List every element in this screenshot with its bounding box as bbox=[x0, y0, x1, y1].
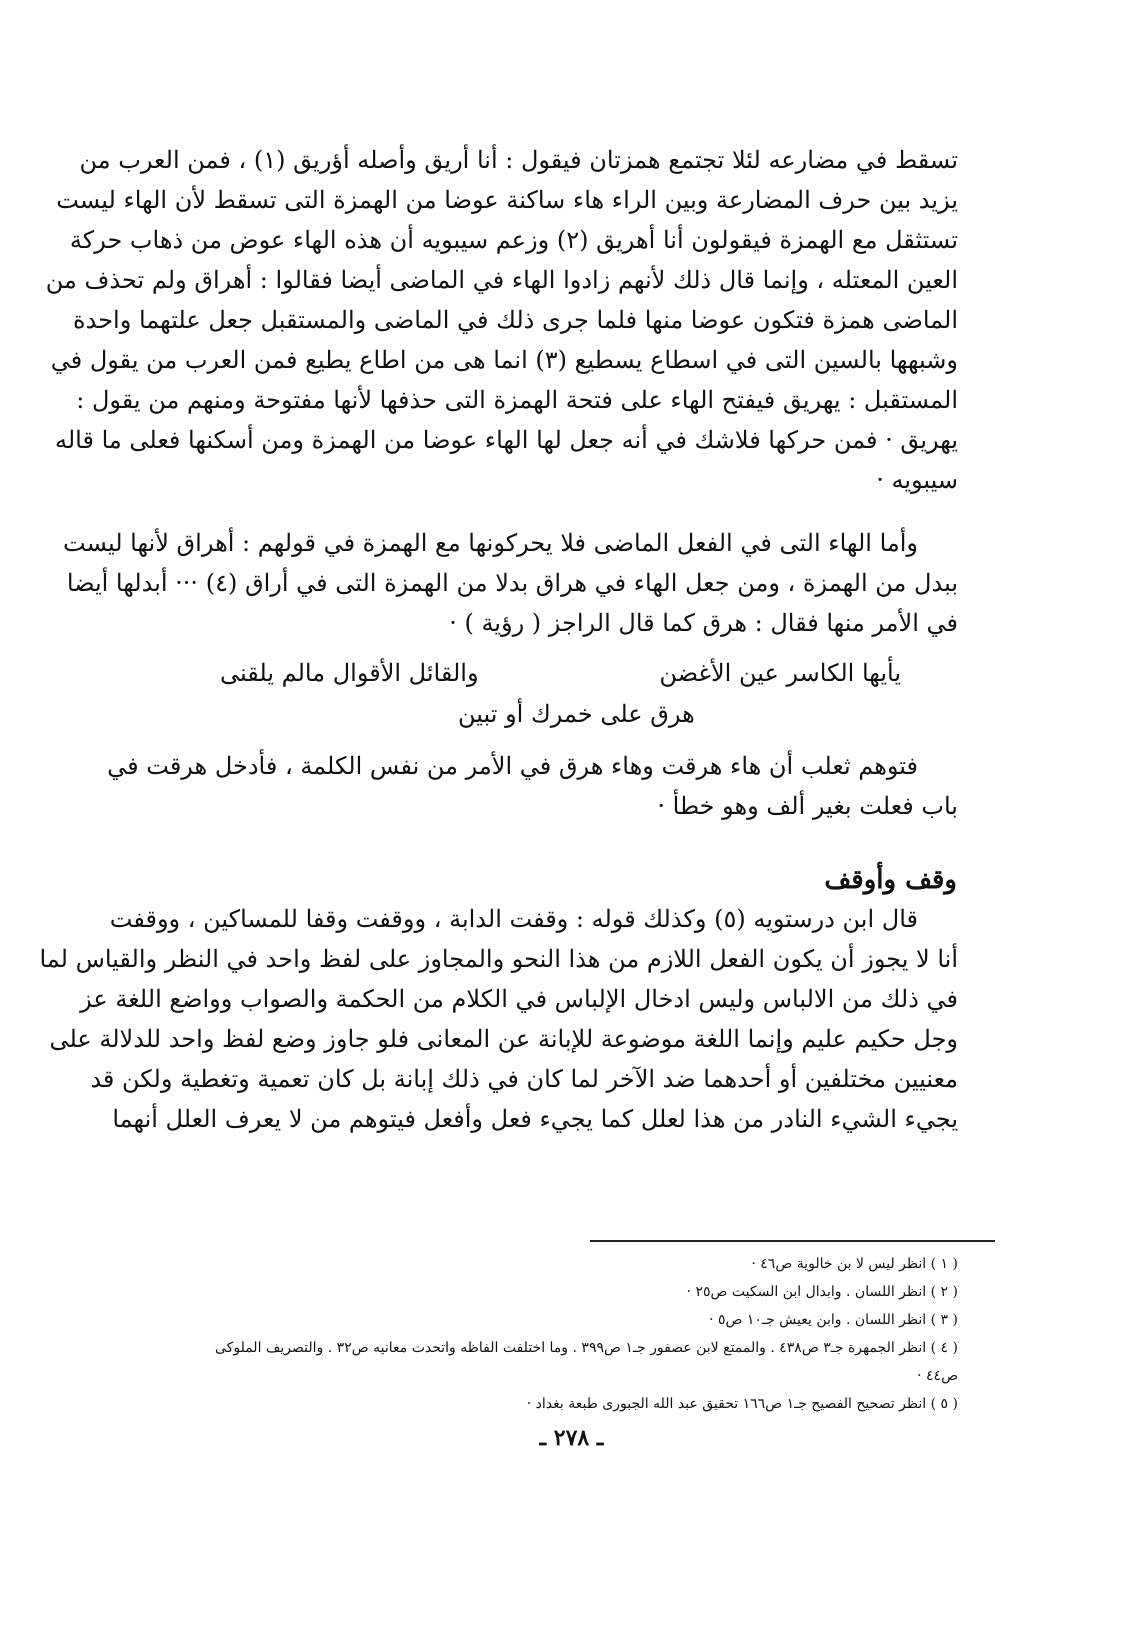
footnote-2: ( ٢ ) انظر اللسان . وابدال ابن السكيت ص٢٥ · bbox=[686, 1284, 958, 1300]
text-line: تستثقل مع الهمزة فيقولون أنا أهريق (٢) وزعم سيبويه أن هذه الهاء عوض من ذهاب حركة bbox=[69, 226, 958, 254]
footnotes bbox=[150, 1250, 958, 1418]
text-line: تسقط في مضارعه لئلا تجتمع همزتان فيقول : أنا أريق وأصله أؤريق (١) ، فمن العرب من bbox=[79, 146, 958, 174]
footnote-4: ( ٤ ) انظر الجمهرة جـ٣ ص٤٣٨ . والممتع لابن عصفور جـ١ ص٣٩٩ . وما اختلفت الفاظه واتحدت معانيه ص٣٢ . والتصريف الملوكى bbox=[215, 1340, 958, 1356]
text-line: وأما الهاء التى في الفعل الماضى فلا يحركونها مع الهمزة في قولهم : أهراق لأنها ليست bbox=[63, 529, 918, 557]
paragraph-4 bbox=[39, 899, 958, 1139]
text-line: وشبهها بالسين التى في اسطاع يسطيع (٣) انما هى من اطاع يطيع فمن العرب من يقول في bbox=[50, 346, 958, 374]
text-line: العين المعتله ، وإنما قال ذلك لأنهم زادوا الهاء في الماضى أيضا فقالوا : أهراق ولم تحذف من bbox=[45, 266, 958, 294]
text-line: سيبويه · bbox=[876, 466, 958, 494]
text-line: في ذلك من الالباس وليس ادخال الإلباس في الكلام من الحكمة والصواب وواضع اللغة عز bbox=[80, 985, 958, 1013]
paragraph-3 bbox=[107, 746, 958, 826]
text-line: الماضى همزة فتكون عوضا منها فلما جرى ذلك في الماضى والمستقبل جعل علتهما واحدة bbox=[73, 306, 958, 334]
text-line: يجيء الشيء النادر من هذا لعلل كما يجيء فعل وأفعل فيتوهم من لا يعرف العلل أنهما bbox=[112, 1105, 958, 1133]
text-line: المستقبل : يهريق فيفتح الهاء على فتحة الهمزة التى حذفها لأنها مفتوحة ومنهم من يقول : bbox=[76, 386, 958, 414]
text-line: في الأمر منها فقال : هرق كما قال الراجز ( رؤية ) · bbox=[449, 609, 958, 637]
text-line: فتوهم ثعلب أن هاء هرقت وهاء هرق في الأمر من نفس الكلمة ، فأدخل هرقت في bbox=[107, 752, 918, 780]
text-line: يزيد بين حرف المضارعة وبين الراء هاء ساكنة عوضا من الهمزة التى تسقط لأن الهاء ليست bbox=[56, 186, 958, 214]
verse-hemistich-right: يأيها الكاسر عين الأغضن bbox=[659, 659, 901, 687]
verse-hemistich-left: والقائل الأقوال مالم يلقنى bbox=[220, 659, 479, 687]
text-line: أنا لا يجوز أن يكون الفعل اللازم من هذا النحو والمجاوز على لفظ واحد في النظر والقياس لما bbox=[39, 945, 958, 973]
footnote-4-continued: ص٤٤ · bbox=[917, 1368, 958, 1384]
text-line: وجل حكيم عليم وإنما اللغة موضوعة للإبانة عن المعانى فلو جاوز وضع لفظ واحد للدلالة على bbox=[49, 1025, 958, 1053]
text-line: قال ابن درستويه (٥) وكذلك قوله : وقفت الدابة ، ووقفت وقفا للمساكين ، ووقفت bbox=[109, 905, 918, 933]
text-line: باب فعلت بغير ألف وهو خطأ · bbox=[657, 792, 958, 820]
text-line: ببدل من الهمزة ، ومن جعل الهاء في هراق بدلا من الهمزة التى في أراق (٤) ··· أبدلها أيضا bbox=[66, 569, 958, 597]
footnote-3: ( ٣ ) انظر اللسان . وابن يعيش جـ١٠ ص٥ · bbox=[709, 1312, 958, 1328]
text-line: يهريق · فمن حركها فلاشك في أنه جعل لها الهاء عوضا من الهمزة ومن أسكنها فعلى ما قاله bbox=[55, 426, 958, 454]
footnote-1: ( ١ ) انظر ليس لا بن خالوية ص٤٦ · bbox=[751, 1256, 958, 1272]
page-number: ـ ٢٧٨ ـ bbox=[539, 1425, 604, 1451]
footnote-separator bbox=[590, 1240, 995, 1242]
paragraph-1 bbox=[45, 140, 958, 500]
section-heading: وقف وأوقف bbox=[824, 865, 957, 895]
paragraph-2 bbox=[63, 523, 958, 643]
footnote-5: ( ٥ ) انظر تصحيح الفصيح جـ١ ص١٦٦ تحقيق عبد الله الجبورى طبعة بغداد · bbox=[526, 1396, 958, 1412]
text-line: معنيين مختلفين أو أحدهما ضد الآخر لما كان في ذلك إبانة بل كان تعمية وتغطية ولكن قد bbox=[90, 1065, 958, 1093]
verse-line-2: هرق على خمرك أو تبين bbox=[458, 700, 695, 728]
